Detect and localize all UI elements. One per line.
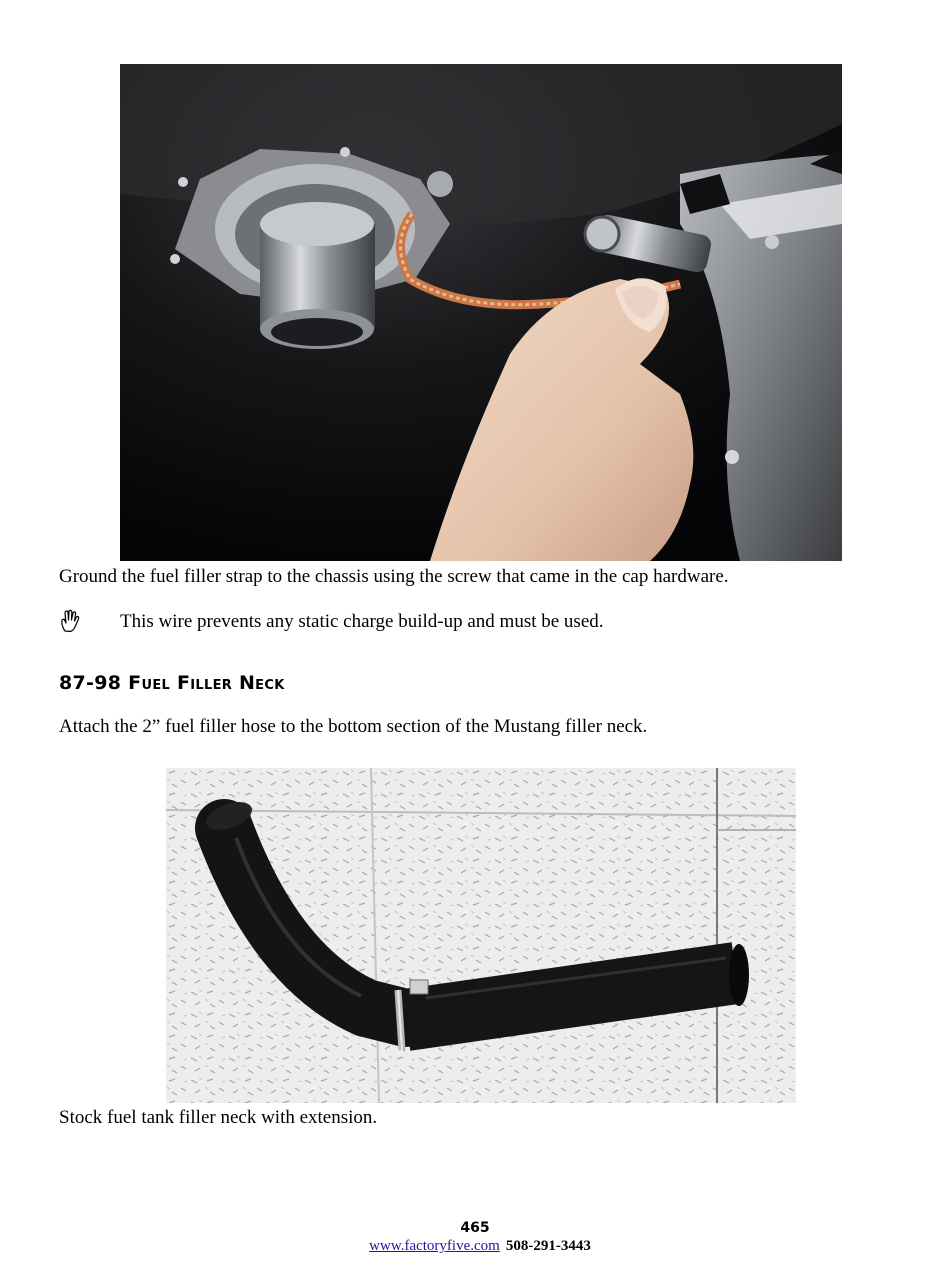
filler-neck-photo bbox=[166, 768, 796, 1103]
note-text: This wire prevents any static charge build-up and must be used. bbox=[120, 611, 604, 632]
hand-note-icon bbox=[59, 609, 81, 633]
ground-strap-photo bbox=[120, 64, 842, 561]
photo-caption: Stock fuel tank filler neck with extension. bbox=[59, 1107, 378, 1128]
section-heading: 87-98 Fuel Filler Neck bbox=[59, 672, 285, 694]
page-footer bbox=[0, 1238, 950, 1255]
phone-number: 508-291-3443 bbox=[505, 1238, 591, 1254]
website-link[interactable]: www.factoryfive.com bbox=[369, 1238, 500, 1254]
instruction-text: Attach the 2” fuel filler hose to the bottom section of the Mustang filler neck. bbox=[59, 716, 648, 737]
page-number: 465 bbox=[460, 1220, 490, 1236]
photo-caption: Ground the fuel filler strap to the chassis using the screw that came in the cap hardware. bbox=[59, 566, 729, 587]
